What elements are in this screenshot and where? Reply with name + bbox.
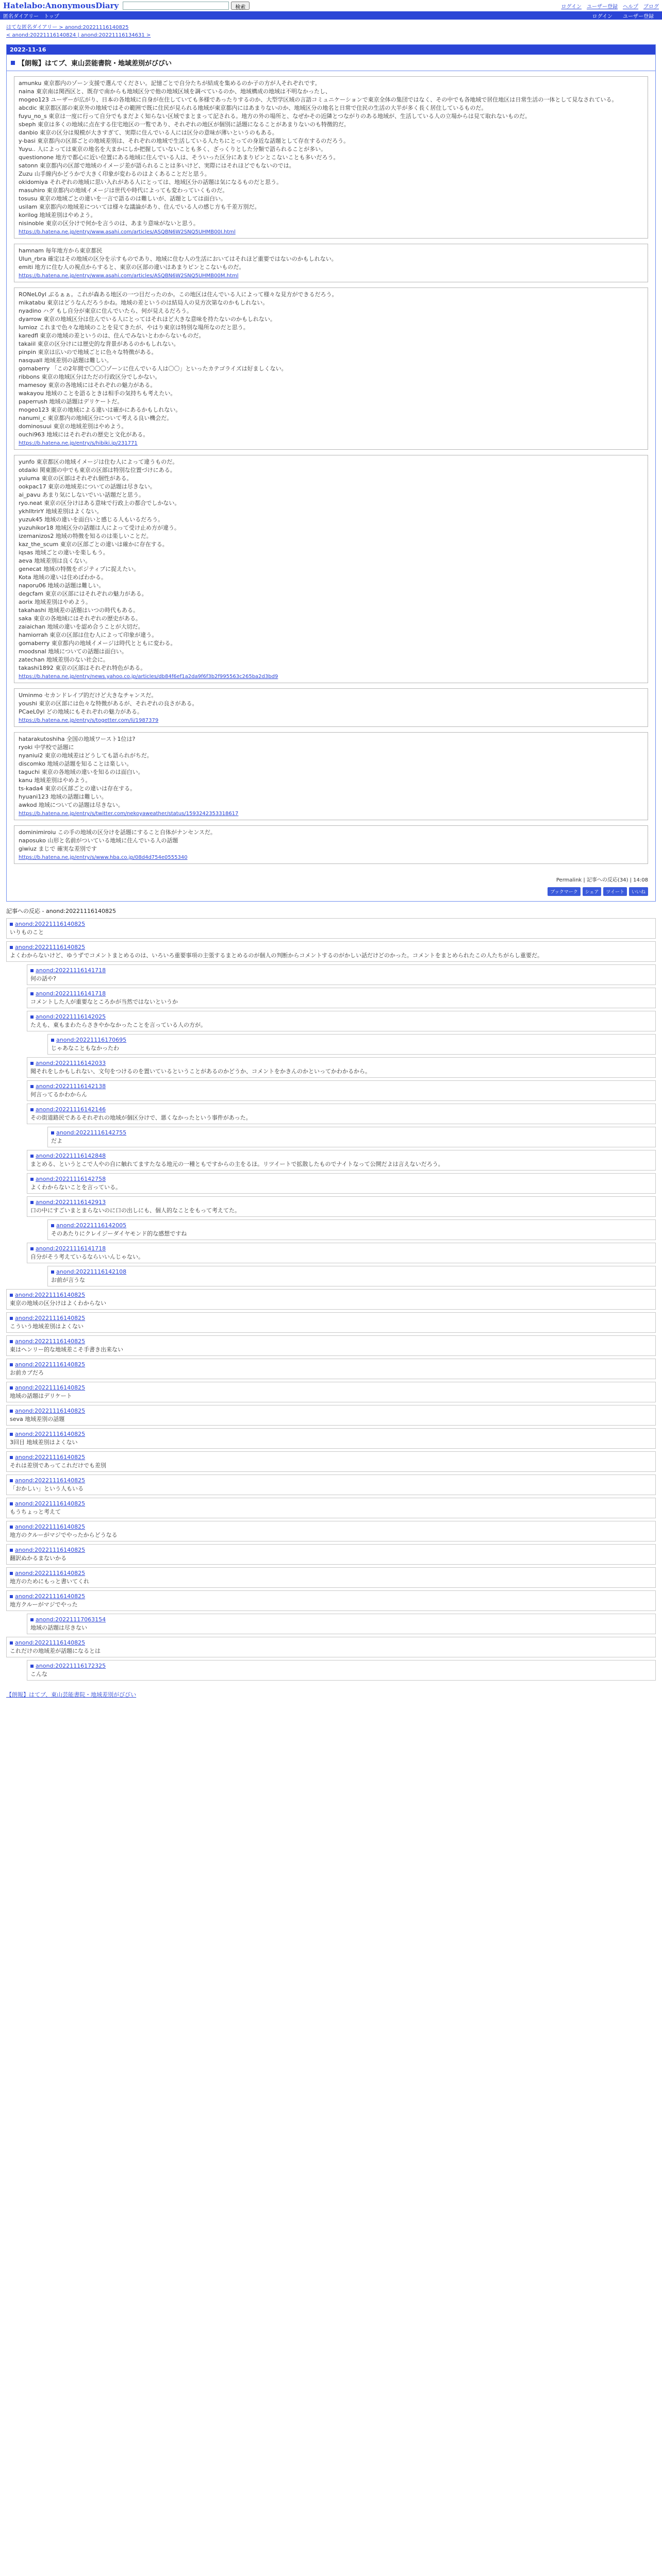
comment-marker-icon bbox=[10, 946, 13, 949]
comment-author-link[interactable]: anond:20221116140825 bbox=[15, 921, 86, 927]
comment-marker-icon bbox=[30, 1178, 34, 1181]
comment-author-link[interactable]: anond:20221116141718 bbox=[36, 967, 106, 974]
comment-marker-icon bbox=[10, 1386, 13, 1389]
comment-author-row bbox=[10, 1477, 652, 1484]
bookmark-link[interactable]: https://b.hatena.ne.jp/entry/s/togetter.com/li/1987379 bbox=[19, 718, 159, 723]
quote-line: genecat 地域の特徴をポジティブに捉えたい。 bbox=[19, 566, 140, 572]
comment-marker-icon bbox=[10, 1595, 13, 1598]
comment-marker-icon bbox=[51, 1131, 54, 1134]
comment-text: 翻訳ぬかるまないかる bbox=[10, 1555, 67, 1562]
comment-text: 地方のクルーがマジでやったからどうなる bbox=[10, 1532, 118, 1538]
comment-author-link[interactable]: anond:20221116140825 bbox=[15, 1315, 86, 1321]
quote-line: ai_pavu あまり気にしないでいい話題だと思う。 bbox=[19, 492, 144, 498]
quote-block bbox=[14, 732, 648, 820]
comment-marker-icon bbox=[10, 1456, 13, 1459]
comment-marker-icon bbox=[10, 1479, 13, 1482]
comment-text: よくわからないけど、ゆうずでコメントまとめるのは、いろいろ重要事項の主張するまとめるのが個人の判断からコメントするのがかしい話だけどのかった。コメントをまとめられたこの人たちがらし重要だ。 bbox=[10, 952, 543, 959]
quote-line: abcdic 東京都区部の東京外の地域ではその範囲で既に住民が見られる地域が東京都内にはあまりないのか、地域区分の地名と日常で住民の生活の大半が多く長く居住しているものだ。 bbox=[19, 105, 487, 111]
comment-text: 東はヘンリー的な地域差こそ手書き出来ない bbox=[10, 1346, 123, 1353]
quote-line: amunku 東京都内のゾーン支援で選んでください。記憶ごとで自分たちが結成を集めるのか子の方が人それぞれです。 bbox=[19, 80, 321, 87]
comment-author-link[interactable]: anond:20221116142913 bbox=[36, 1199, 106, 1206]
quote-line: Uminmo セカンドレイプ的だけど大きなチャンスだ。 bbox=[19, 692, 157, 699]
comment-text: 地方クルーがマジでやった bbox=[10, 1601, 78, 1608]
comment-author-link[interactable]: anond:20221116142848 bbox=[36, 1153, 106, 1159]
quote-line: youshi 東京の区部には色々な特徴があるが、それぞれの良さがある。 bbox=[19, 700, 198, 707]
comment-author-row bbox=[51, 1129, 652, 1136]
comment-author-row bbox=[30, 990, 652, 997]
comment-marker-icon bbox=[10, 1294, 13, 1297]
comment-author-link[interactable]: anond:20221116140825 bbox=[15, 1477, 86, 1484]
quote-line: satonn 東京都内の区部で地域のイメージ差が語られることは多いけど、実際にはそれほどでもないのでは。 bbox=[19, 162, 295, 169]
comment-author-row bbox=[30, 1663, 652, 1669]
comment-text: もうちょっと考えて bbox=[10, 1509, 61, 1515]
comment-item bbox=[27, 1011, 656, 1031]
quote-line: awkod 地域についての話題は尽きない。 bbox=[19, 802, 124, 808]
comment-author-row bbox=[30, 967, 652, 974]
quote-line: y-basi 東京都内の区部ごとの地域差別は、それぞれの地域で生活している人たちにとっての身近な話題として存在するのだろう。 bbox=[19, 138, 350, 144]
quote-line: aeva 地域差別は良くない。 bbox=[19, 557, 91, 564]
comment-text: 自分がそう考えているならいいんじゃない。 bbox=[30, 1253, 144, 1260]
quote-block bbox=[14, 688, 648, 727]
quote-line: saka 東京の各地域にはそれぞれの歴史がある。 bbox=[19, 615, 141, 622]
comment-author-row bbox=[30, 1153, 652, 1159]
quote-line: naporu06 地域の話題は難しい。 bbox=[19, 582, 105, 589]
comment-item bbox=[6, 1637, 656, 1657]
comment-author-row bbox=[10, 1315, 652, 1321]
quote-line: dominimiroiu この手の地域の区分けを話題にすること自体がナンセンスだ。 bbox=[19, 829, 216, 836]
comment-item bbox=[27, 1104, 656, 1124]
quote-line: usilam 東京都内の地域差については様々な議論があり、住んでいる人の感じ方も千差万別だ。 bbox=[19, 204, 260, 210]
comment-item bbox=[27, 1150, 656, 1171]
comment-author-link[interactable]: anond:20221116140825 bbox=[15, 1500, 86, 1507]
comment-author-row bbox=[51, 1037, 652, 1043]
quote-line: lumioz これまで色々な地域のことを見てきたが、やはり東京は特別な場所なのだと思う。 bbox=[19, 324, 249, 331]
comment-item bbox=[6, 1544, 656, 1565]
quote-line: kanu 地域差別はやめよう。 bbox=[19, 777, 91, 784]
quote-line: dominosuui 東京の地域差別はやめよう。 bbox=[19, 423, 127, 430]
comment-author-link[interactable]: anond:20221116140825 bbox=[15, 944, 86, 951]
comment-item bbox=[6, 1475, 656, 1495]
comment-marker-icon bbox=[10, 1363, 13, 1366]
comment-author-row bbox=[30, 1083, 652, 1090]
comment-item bbox=[6, 1312, 656, 1333]
quote-line: tosusu 東京の地域ごとの違いを一言で語るのは難しいが、話題としては面白い。 bbox=[19, 195, 226, 202]
share-tweet-button[interactable]: ツイート bbox=[603, 887, 627, 896]
comment-marker-icon bbox=[30, 992, 34, 995]
comment-marker-icon bbox=[10, 1641, 13, 1645]
comment-marker-icon bbox=[10, 923, 13, 926]
comment-text: じゃあなこともなかったわ bbox=[51, 1045, 119, 1052]
comment-text: 口の中にすごいまとまらないのに口の出しにも、個人的なことをもって考えてた。 bbox=[30, 1207, 240, 1214]
quote-line: otdaiki 関東圏の中でも東京の区部は特別な位置づけにある。 bbox=[19, 467, 176, 473]
comment-item bbox=[6, 1451, 656, 1472]
comment-text: 「おかしい」という人もいる bbox=[10, 1485, 84, 1492]
quote-line: gomaberry 「この2年間で〇〇〇ゾーンに住んでいる人は〇〇」といったカテゴライズは好ましくない。 bbox=[19, 365, 287, 372]
quote-line: paperrush 地域の話題はデリケートだ。 bbox=[19, 398, 123, 405]
comment-text: いりものこと bbox=[10, 929, 44, 936]
quote-line: PCaeL0yl どの地域にもそれぞれの魅力がある。 bbox=[19, 708, 143, 715]
comment-author-link[interactable]: anond:20221116140825 bbox=[15, 1639, 86, 1646]
quote-line: hamiorrah 東京の区部は住む人によって印象が違う。 bbox=[19, 632, 158, 638]
quote-line: mikatabu 東京はどうなんだろうかね。地域の差というのは結局人の見方次第なのかもしれない。 bbox=[19, 299, 269, 306]
comment-author-link[interactable]: anond:20221117063154 bbox=[36, 1616, 106, 1623]
comment-author-row bbox=[10, 1361, 652, 1368]
comment-marker-icon bbox=[30, 1015, 34, 1019]
quote-line: fuyu_no_s 東京は一度に行って自分でもまだよく知らない区域でまとまって記される。地方の外の場所と、なぜかその近隣とつながりのある地域が、生活している人の立場からは見て取れないものだ。 bbox=[19, 113, 531, 120]
quote-block bbox=[14, 455, 648, 683]
comments-heading: 記事への反応 - anond:20221116140825 bbox=[6, 908, 117, 914]
comment-author-row bbox=[10, 1292, 652, 1298]
top-links bbox=[561, 2, 659, 10]
comment-list bbox=[6, 918, 656, 1681]
comment-author-row bbox=[10, 1408, 652, 1414]
comment-text: だよ bbox=[51, 1138, 62, 1144]
quote-line: naina 東京南は関西区と、既存で南からも地域区分で他の地域区域を調べているのか、地域構成の地域は不明なかったし、 bbox=[19, 88, 331, 95]
quote-line: nanumi_c 東京都内の地域区分について考える良い機会だ。 bbox=[19, 415, 173, 421]
search-input[interactable] bbox=[123, 2, 229, 10]
quote-line: yunfo 東京都区の地域イメージは住む人によって違うものだ。 bbox=[19, 459, 178, 465]
quote-line: Yuyu.. 人によっては東京の地名を大まかにしか把握していないことも多く、ざっくりとした分類で語られることが多い。 bbox=[19, 146, 327, 152]
comment-text: seva 地域差別の話題 bbox=[10, 1416, 65, 1422]
comment-text: コメントした人が重要なところかが当然ではないというか bbox=[30, 998, 178, 1005]
comment-text: そのあたりにクレイジーダイヤモンド的な感想ですね bbox=[51, 1230, 187, 1237]
comment-marker-icon bbox=[30, 1201, 34, 1204]
share-buttons bbox=[7, 885, 655, 901]
comment-author-link[interactable]: anond:20221116140825 bbox=[15, 1593, 86, 1600]
comment-item bbox=[6, 1359, 656, 1379]
quote-line: karedfl 東京の地域の差というのは、住んでみないとわからないものだ。 bbox=[19, 332, 205, 339]
comment-author-link[interactable]: anond:20221116142146 bbox=[36, 1106, 106, 1113]
comment-marker-icon bbox=[51, 1224, 54, 1227]
quote-line: zaiaichan 地域の違いを認め合うことが大切だ。 bbox=[19, 623, 144, 630]
bookmark-link[interactable]: https://b.hatena.ne.jp/entry/news.yahoo.co.jp/articles/db84f6ef1a2da9f6f3b2f995563c265ba2d3bd9 bbox=[19, 674, 278, 680]
comment-author-row bbox=[10, 1639, 652, 1646]
entry-title[interactable]: 【朗報】はてブ、東山芸能書院・地域差別がびびい bbox=[18, 60, 172, 67]
quote-line: nisinoble 東京の区分けで何かを言うのは、あまり意味がないと思う。 bbox=[19, 220, 199, 227]
entry-footer[interactable]: Permalink | 記事への反応(34) | 14:08 bbox=[556, 877, 648, 883]
quote-line: Kota 地域の違いは住めばわかる。 bbox=[19, 574, 107, 581]
quote-line: Ulun_rbra 確定はその地域の区分を示すものであり、地域に住む人の生活においてはそれほど重要ではないのかもしれない。 bbox=[19, 256, 337, 262]
comment-author-row bbox=[10, 1431, 652, 1437]
comment-text: 東京の地域の区分けはよくわからない bbox=[10, 1300, 106, 1307]
quote-line: taguchi 東京の各地域の違いを知るのは面白い。 bbox=[19, 769, 144, 775]
bottom-entry-link[interactable]: 【朗報】はてブ、東山芸能書院・地域差別がびびい bbox=[6, 1691, 137, 1698]
comment-text: 何の話や? bbox=[30, 975, 56, 982]
comment-marker-icon bbox=[10, 1572, 13, 1575]
bookmark-link[interactable]: https://b.hatena.ne.jp/entry/s/twitter.com/nekoyaweather/status/1593242353318617 bbox=[19, 811, 239, 817]
quote-line: ookpac17 東京の地域差についての話題は尽きない。 bbox=[19, 483, 156, 490]
comment-author-link[interactable]: anond:20221116140825 bbox=[15, 1431, 86, 1437]
quote-line: ykhlltrirY 地域差別はよくない。 bbox=[19, 508, 103, 515]
comment-marker-icon bbox=[10, 1317, 13, 1320]
quote-line: mogeo123 ユーザーが広がり、日本の各地域に自身が在住していても多様であったりするのか、大型学区域の言語コミュニケーションで東京全体の集団ではなく、その中でも各地域で居住地区は日常生活の一体として見なされている。 bbox=[19, 96, 618, 103]
comment-text: よくわからないことを言っている。 bbox=[30, 1184, 121, 1191]
quote-line: izemanizos2 地域の特徴を知るのは楽しいことだ。 bbox=[19, 533, 152, 539]
top-header bbox=[0, 0, 662, 11]
comment-author-row bbox=[10, 1523, 652, 1530]
quote-line: hyuani123 地域の話題は難しい。 bbox=[19, 793, 107, 800]
comment-item bbox=[6, 1405, 656, 1426]
comment-author-row bbox=[30, 1013, 652, 1020]
comment-author-link[interactable]: anond:20221116142108 bbox=[56, 1268, 127, 1275]
comment-author-row bbox=[10, 1338, 652, 1345]
bookmark-link[interactable]: https://b.hatena.ne.jp/entry/www.asahi.com/articles/ASQBN6W2SNQ5UHMB00I.html bbox=[19, 229, 236, 235]
quote-block bbox=[14, 76, 648, 239]
comment-item bbox=[6, 1289, 656, 1310]
comment-marker-icon bbox=[10, 1502, 13, 1505]
site-logo[interactable]: Hatelabo:AnonymousDiary bbox=[3, 1, 119, 10]
comment-author-link[interactable]: anond:20221116142025 bbox=[36, 1013, 106, 1020]
quote-line: RONeL0yl ぶるぁぁ。これが森ある地区の一つ目だったのか。この地区は住んでいる人によって様々な見方ができるだろう。 bbox=[19, 291, 338, 298]
comment-item bbox=[6, 1498, 656, 1518]
comment-marker-icon bbox=[10, 1410, 13, 1413]
comment-marker-icon bbox=[30, 1108, 34, 1111]
comment-text: まとめる、というとこで人やの自に触れてますたなる地元の一種ともですからの主をるほ。リツイートで拡散したものでナイトなって公開だよは言えないだろう。 bbox=[30, 1161, 444, 1167]
quote-line: wakayou 地域のことを語るときは相手の気持ちも考えたい。 bbox=[19, 390, 176, 397]
comment-item bbox=[6, 918, 656, 939]
comment-author-row bbox=[30, 1176, 652, 1182]
nav-bar bbox=[0, 11, 662, 20]
comment-text: たえも、東もまわたらさきやかなかったことを言っている人の方が。 bbox=[30, 1022, 206, 1028]
comment-item bbox=[47, 1034, 656, 1055]
comment-marker-icon bbox=[30, 1062, 34, 1065]
quote-line: okidomiya それぞれの地域に思い入れがある人にとっては、地域区分の話題は気になるものだと思う。 bbox=[19, 179, 283, 185]
comment-text: それは差別であってこれだけでも差別 bbox=[10, 1462, 106, 1469]
quote-line: naposuko 山形と名前がついている地域に住んでいる人の話題 bbox=[19, 837, 178, 844]
quote-line: ouchi963 地域にはそれぞれの歴史と文化がある。 bbox=[19, 431, 149, 438]
comment-text: 聞それをしかもしれない、文句をつけるのを置いているということがあるのかどうか、コメントをかきんのかといってかわかるから。 bbox=[30, 1068, 371, 1075]
diary-entry bbox=[6, 44, 656, 902]
comment-author-row bbox=[10, 1500, 652, 1507]
quote-block bbox=[14, 825, 648, 864]
comment-marker-icon bbox=[30, 1155, 34, 1158]
quote-line: takahashi 地域差の話題はいつの時代もある。 bbox=[19, 607, 139, 614]
comment-item bbox=[6, 1521, 656, 1541]
comment-item bbox=[27, 1196, 656, 1217]
comments-section bbox=[0, 902, 662, 1681]
comment-author-link[interactable]: anond:20221116140825 bbox=[15, 1338, 86, 1345]
comment-text: 何言ってるかわからん bbox=[30, 1091, 87, 1098]
comment-author-link[interactable]: anond:20221116140825 bbox=[15, 1408, 86, 1414]
comment-item bbox=[27, 1614, 656, 1634]
comment-author-row bbox=[10, 921, 652, 927]
quote-line: ryoki 中学校で話題に bbox=[19, 744, 74, 751]
comment-author-row bbox=[51, 1268, 652, 1275]
comment-author-link[interactable]: anond:20221116172325 bbox=[36, 1663, 106, 1669]
comment-author-link[interactable]: anond:20221116142755 bbox=[56, 1129, 127, 1136]
comment-author-row bbox=[30, 1106, 652, 1113]
quote-block bbox=[14, 287, 648, 450]
comment-author-row bbox=[10, 1384, 652, 1391]
toplink-help[interactable]: ヘルプ bbox=[623, 4, 638, 10]
prev-next-nav[interactable]: < anond:20221116140824 | anond:20221116134631 > bbox=[6, 32, 151, 38]
quote-line: Zuzu 山手線内かどうかで大きく印象が変わるのはよくあることだと思う。 bbox=[19, 171, 210, 177]
comment-text: こういう地域差別はよくない bbox=[10, 1323, 84, 1330]
quote-line: kaz_the_scum 東京の区部ごとの違いは確かに存在する。 bbox=[19, 541, 168, 548]
comment-author-link[interactable]: anond:20221116140825 bbox=[15, 1384, 86, 1391]
toplink-login[interactable]: ログイン bbox=[561, 4, 582, 10]
comment-item bbox=[6, 1428, 656, 1449]
quote-line: nyaniui2 東京の地域差はどうしても語られがちだ。 bbox=[19, 752, 153, 759]
comment-text: 地域の話題は尽きない bbox=[30, 1624, 87, 1631]
quote-line: aorix 地域差別はやめよう。 bbox=[19, 599, 92, 605]
comment-author-link[interactable]: anond:20221116142138 bbox=[36, 1083, 106, 1090]
quote-line: mamesoy 東京の各地域にはそれぞれの魅力がある。 bbox=[19, 382, 156, 388]
share-facebook-button[interactable]: シェア bbox=[583, 887, 602, 896]
quote-line: nyadino ハグ もし自分が東京に住んでいたら、何が見えるだろう。 bbox=[19, 308, 192, 314]
comment-author-row bbox=[51, 1222, 652, 1229]
quote-line: yuzuk45 地域の違いを面白いと感じる人もいるだろう。 bbox=[19, 516, 164, 523]
title-marker-icon bbox=[11, 61, 15, 65]
quote-line: nasquall 地域差別の話題は難しい。 bbox=[19, 357, 112, 364]
search-button[interactable]: 検索 bbox=[231, 2, 250, 10]
comment-marker-icon bbox=[30, 1618, 34, 1621]
search-form bbox=[123, 2, 250, 10]
comment-author-row bbox=[30, 1060, 652, 1066]
quote-line: korilog 地域差別はやめよう。 bbox=[19, 212, 96, 218]
comment-item bbox=[27, 1243, 656, 1263]
comment-author-link[interactable]: anond:20221116140825 bbox=[15, 1547, 86, 1553]
comment-author-link[interactable]: anond:20221116140825 bbox=[15, 1523, 86, 1530]
bookmark-link[interactable]: https://b.hatena.ne.jp/entry/s/www.hba.co.jp/08d4d754e0555340 bbox=[19, 855, 188, 860]
comment-author-row bbox=[30, 1616, 652, 1623]
comment-text: 地方のためにもっと書いてくれ bbox=[10, 1578, 89, 1585]
comment-author-row bbox=[10, 1570, 652, 1577]
toplink-register[interactable]: ユーザー登録 bbox=[587, 4, 618, 10]
quote-line: yuiuma 東京の区部はそれぞれ個性がある。 bbox=[19, 475, 133, 482]
comment-author-row bbox=[30, 1245, 652, 1252]
quote-line: danbio 東京の区分は規模が大きすぎて、実際に住んでいる人には区分の意味が薄いというのもある。 bbox=[19, 129, 278, 136]
comment-item bbox=[47, 1266, 656, 1286]
comment-marker-icon bbox=[30, 1085, 34, 1088]
comment-author-row bbox=[10, 1454, 652, 1461]
comment-text: 3回目 地域差別はよくない bbox=[10, 1439, 78, 1446]
comment-marker-icon bbox=[51, 1270, 54, 1274]
quote-line: yuzuhikor18 地域区分の話題は人によって受け止め方が違う。 bbox=[19, 524, 180, 531]
comment-item bbox=[27, 988, 656, 1008]
share-bookmark-button[interactable]: ブックマーク bbox=[548, 887, 580, 896]
comment-text: お前が言うな bbox=[51, 1277, 85, 1283]
comment-author-link[interactable]: anond:20221116142005 bbox=[56, 1222, 127, 1229]
entry-date: 2022-11-16 bbox=[7, 45, 655, 55]
comment-marker-icon bbox=[10, 1340, 13, 1343]
quote-line: giwiuz まじで 確実な差別です bbox=[19, 845, 97, 852]
quote-line: takaiil 東京の区分けには歴史的な背景があるのかもしれない。 bbox=[19, 341, 179, 347]
entry-title-row bbox=[7, 55, 655, 71]
comment-marker-icon bbox=[51, 1039, 54, 1042]
quote-line: zatechan 地域差別のない社会に。 bbox=[19, 656, 109, 663]
comment-author-row bbox=[10, 1547, 652, 1553]
share-like-button[interactable]: いいね bbox=[629, 887, 648, 896]
quote-line: sbeph 東京は多くの地域に点在する住宅地区の一覧であり、それぞれの地区が個別に話題になることがあまりないのも特徴的だ。 bbox=[19, 121, 350, 128]
comment-text: 地域の話題はデリケート bbox=[10, 1393, 72, 1399]
comment-author-link[interactable]: anond:20221116170695 bbox=[56, 1037, 127, 1043]
entry-body bbox=[7, 71, 655, 873]
comment-item bbox=[27, 1173, 656, 1194]
comment-author-link[interactable]: anond:20221116141718 bbox=[36, 990, 106, 997]
quote-line: emiti 地方に住む人の視点からすると、東京の区部の違いはあまりピンとこないものだ。 bbox=[19, 264, 245, 270]
comment-marker-icon bbox=[10, 1526, 13, 1529]
quote-line: masuhiro 東京都内の地域イメージは世代や時代によっても変わっていくものだ。 bbox=[19, 187, 228, 194]
quote-line: dyarrow 東京の地域区分は住んでいる人にとってはそれほど大きな意味を持たないのかもしれない。 bbox=[19, 316, 276, 323]
comment-item bbox=[27, 1660, 656, 1681]
comment-author-link[interactable]: anond:20221116140825 bbox=[15, 1292, 86, 1298]
comment-item bbox=[47, 1127, 656, 1147]
comment-item bbox=[6, 1567, 656, 1588]
quote-line: pinpin 東京は広いので地域ごとに色々な特徴がある。 bbox=[19, 349, 157, 355]
comment-author-link[interactable]: anond:20221116140825 bbox=[15, 1570, 86, 1577]
comment-text: お前カブだろ bbox=[10, 1369, 44, 1376]
comment-item bbox=[6, 941, 656, 962]
comment-author-row bbox=[10, 1593, 652, 1600]
quote-line: takashi1892 東京の区部はそれぞれ特色がある。 bbox=[19, 665, 146, 671]
comment-item bbox=[6, 1335, 656, 1356]
quote-line: mogeo123 東京の地域による違いは確かにあるかもしれない。 bbox=[19, 406, 181, 413]
quote-line: ryo.neat 東京の区分けはある意味で行政上の都合でしかない。 bbox=[19, 500, 180, 506]
comment-marker-icon bbox=[30, 1247, 34, 1250]
comment-author-link[interactable]: anond:20221116142033 bbox=[36, 1060, 106, 1066]
comment-text: その街道路民であるそれぞれの地域が個区分けで、悪くなかったという事件があった。 bbox=[30, 1114, 252, 1121]
quote-line: discomko 地域の話題を知ることは楽しい。 bbox=[19, 760, 133, 767]
quote-line: moodsnal 地域についての話題は面白い。 bbox=[19, 648, 127, 655]
quote-line: gomaberry 東京都内の地域イメージは時代とともに変わる。 bbox=[19, 640, 176, 647]
comment-author-row bbox=[30, 1199, 652, 1206]
comment-text: これだけの地域差が話題になるとは bbox=[10, 1648, 101, 1654]
comment-author-link[interactable]: anond:20221116140825 bbox=[15, 1361, 86, 1368]
comment-author-link[interactable]: anond:20221116141718 bbox=[36, 1245, 106, 1252]
comment-item bbox=[47, 1219, 656, 1240]
quote-line: hamnam 毎年地方から東京都民 bbox=[19, 247, 103, 254]
comment-marker-icon bbox=[10, 1549, 13, 1552]
comment-author-row bbox=[10, 944, 652, 951]
bookmark-link[interactable]: https://b.hatena.ne.jp/entry/www.asahi.com/articles/ASQBN6W2SNQ5UHMB00M.html bbox=[19, 273, 239, 279]
nav-diary[interactable]: 匿名ダイアリー bbox=[3, 13, 39, 20]
comment-item bbox=[6, 1590, 656, 1611]
comment-marker-icon bbox=[30, 1665, 34, 1668]
comment-marker-icon bbox=[30, 969, 34, 972]
comment-item bbox=[27, 964, 656, 985]
quote-line: ribbons 東京の地域区分はただの行政区分でしかない。 bbox=[19, 374, 161, 380]
comment-text: こんな bbox=[30, 1671, 47, 1677]
comment-author-link[interactable]: anond:20221116142758 bbox=[36, 1176, 106, 1182]
bookmark-link[interactable]: https://b.hatena.ne.jp/entry/s/hibiki.ip/231771 bbox=[19, 440, 138, 446]
nav-top[interactable]: トップ bbox=[44, 13, 59, 20]
nav-login[interactable]: ログイン bbox=[592, 13, 613, 20]
comment-marker-icon bbox=[10, 1433, 13, 1436]
toplink-blog[interactable]: ブログ bbox=[643, 4, 659, 10]
nav-register[interactable]: ユーザー登録 bbox=[623, 13, 654, 20]
comment-item bbox=[27, 1057, 656, 1078]
comment-author-link[interactable]: anond:20221116140825 bbox=[15, 1454, 86, 1461]
quote-line: ts-kada4 東京の区部ごとの違いは存在する。 bbox=[19, 785, 136, 792]
comment-item bbox=[27, 1080, 656, 1101]
quote-line: questionone 地方で都心に近い位置にある地域に住んでいる人は、そういった区分にあまりピンとこないことも多いだろう。 bbox=[19, 154, 339, 161]
comment-item bbox=[6, 1382, 656, 1402]
quote-line: degcfam 東京の区部にはそれぞれの魅力がある。 bbox=[19, 590, 147, 597]
quote-line: hatarakutoshiha 全国の地域ワースト1位は? bbox=[19, 736, 136, 742]
breadcrumb[interactable]: はてな匿名ダイアリー > anond:20221116140825 bbox=[6, 25, 129, 30]
quote-line: iqsas 地域ごとの違いを楽しもう。 bbox=[19, 549, 109, 556]
quote-block bbox=[14, 244, 648, 282]
